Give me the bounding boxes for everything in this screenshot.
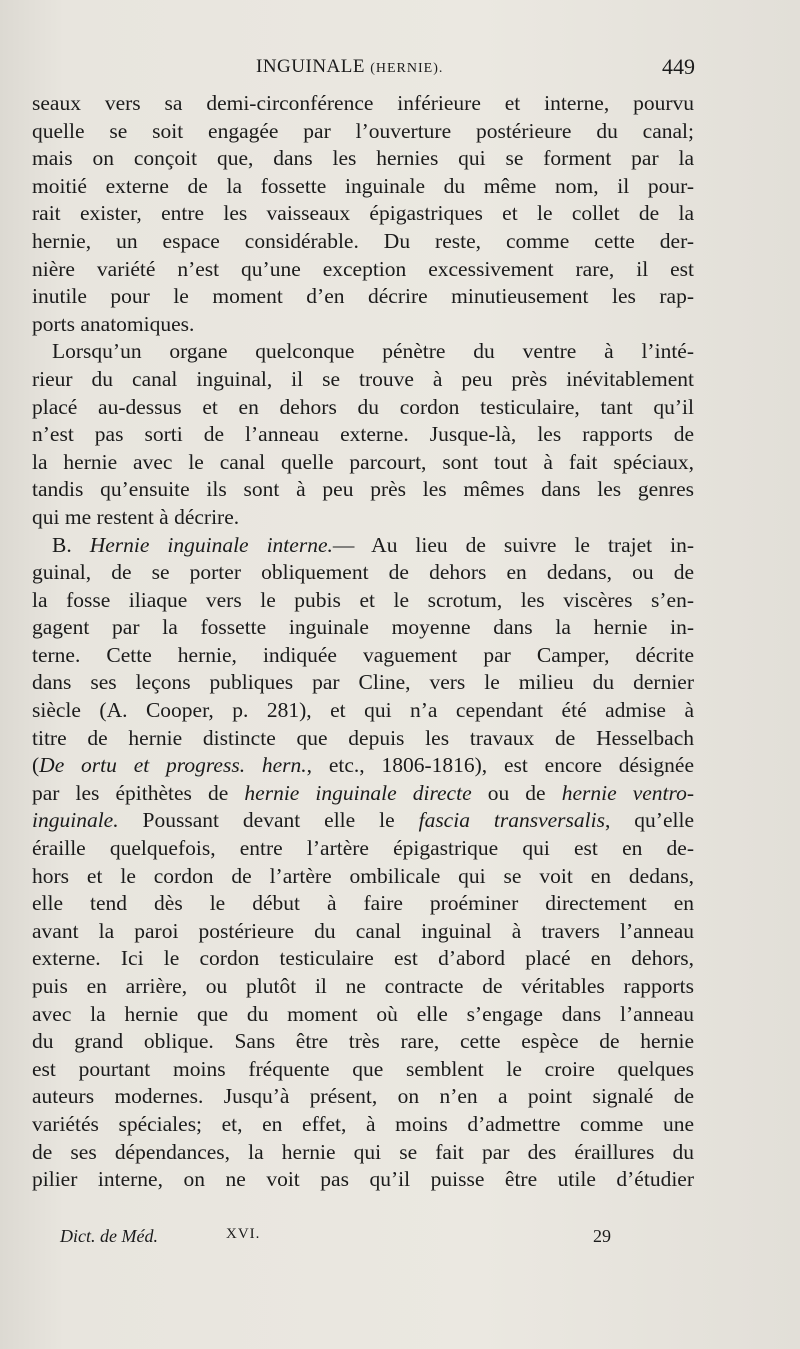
text-fragment: , qu’elle xyxy=(604,808,694,833)
running-title-main: INGUINALE xyxy=(256,56,365,77)
section-heading: Hernie inguinale interne. xyxy=(89,532,333,557)
text-line: elle tend dès le début à faire proéminer directement en xyxy=(32,891,694,916)
text-fragment: , etc., 1806-1816), est encore désignée xyxy=(306,753,694,778)
text-line: variétés spéciales; et, en effet, à moins d’admettre comme une xyxy=(32,1111,694,1136)
text-line: n’est pas sorti de l’anneau externe. Jusque-là, les rapports de xyxy=(32,422,694,447)
text-line: hors et le cordon de l’artère ombilicale qui se voit en dedans, xyxy=(32,863,694,888)
text-line: terne. Cette hernie, indiquée vaguement par Camper, décrite xyxy=(32,642,694,667)
text-line: nière variété n’est qu’une exception excessivement rare, il est xyxy=(32,256,694,281)
text-line: tandis qu’ensuite ils sont à peu près les mêmes dans les genres xyxy=(32,477,694,502)
page-footer xyxy=(60,1226,660,1252)
text-line: Lorsqu’un organe quelconque pénètre du ventre à l’inté- xyxy=(52,339,694,364)
citation-title: De ortu et progress. hern. xyxy=(39,753,307,778)
text-line: puis en arrière, ou plutôt il ne contracte de véritables rapports xyxy=(32,974,694,998)
text-line: seaux vers sa demi-circonférence inférieure et interne, pourvu xyxy=(32,91,694,115)
text-line: guinal, de se porter obliquement de dehors en dedans, ou de xyxy=(32,560,694,585)
italic-term: hernie inguinale directe xyxy=(244,780,472,805)
running-head xyxy=(30,56,695,86)
footer-signature-mark: 29 xyxy=(593,1226,611,1246)
text-line: rait exister, entre les vaisseaux épigastriques et le collet de la xyxy=(32,201,694,226)
text-line xyxy=(32,807,694,835)
footer-volume: XVI. xyxy=(226,1226,261,1242)
text-line: siècle (A. Cooper, p. 281), et qui n’a cependant été admise à xyxy=(32,698,694,723)
text-fragment: ou de xyxy=(471,780,562,805)
text-line: externe. Ici le cordon testiculaire est d’abord placé en dehors, xyxy=(32,946,694,971)
paragraph-1 xyxy=(32,90,694,338)
text-line: placé au-dessus et en dehors du cordon testiculaire, tant qu’il xyxy=(32,394,694,419)
text-line: moitié externe de la fossette inguinale du même nom, il pour- xyxy=(32,173,694,198)
italic-term: hernie ventro- xyxy=(561,780,694,805)
paragraph-2 xyxy=(32,338,694,531)
text-line: mais on conçoit que, dans les hernies qui se forment par la xyxy=(32,146,694,171)
text-line: éraille quelquefois, entre l’artère épigastrique qui est en de- xyxy=(32,836,694,861)
text-fragment: Poussant devant elle le xyxy=(118,808,419,833)
text-line: la fosse iliaque vers le pubis et le scrotum, les viscères s’en- xyxy=(32,587,694,612)
text-line: est pourtant moins fréquente que semblent le croire quelques xyxy=(32,1056,694,1081)
page-number: 449 xyxy=(662,54,695,79)
paragraph-3 xyxy=(32,532,694,1194)
text-line xyxy=(32,780,694,808)
text-line: auteurs modernes. Jusqu’à présent, on n’en a point signalé de xyxy=(32,1084,694,1109)
italic-term: inguinale. xyxy=(32,808,119,833)
text-line: qui me restent à décrire. xyxy=(32,504,240,529)
text-line: avec la hernie que du moment où elle s’engage dans l’anneau xyxy=(32,1001,694,1026)
text-line: du grand oblique. Sans être très rare, cette espèce de hernie xyxy=(32,1029,694,1054)
section-letter: B. xyxy=(52,532,90,557)
text-line: dans ses leçons publiques par Cline, vers le milieu du dernier xyxy=(32,670,694,695)
text-line: inutile pour le moment d’en décrire minutieusement les rap- xyxy=(32,284,694,309)
text-line: ports anatomiques. xyxy=(32,311,195,336)
text-fragment: — Au lieu de suivre le trajet in- xyxy=(332,532,694,557)
text-line: la hernie avec le canal quelle parcourt, sont tout à fait spéciaux, xyxy=(32,449,694,474)
running-title xyxy=(256,56,443,78)
italic-term: fascia transversalis xyxy=(418,808,605,833)
text-line: de ses dépendances, la hernie qui se fait par des éraillures du xyxy=(32,1139,694,1164)
text-line xyxy=(32,532,694,560)
text-line: rieur du canal inguinal, il se trouve à peu près inévitablement xyxy=(32,366,694,391)
text-line: titre de hernie distincte que depuis les travaux de Hesselbach xyxy=(32,725,694,750)
body-text xyxy=(32,90,694,1194)
running-title-paren: (HERNIE). xyxy=(370,61,444,76)
text-fragment: ( xyxy=(32,753,40,778)
text-line: quelle se soit engagée par l’ouverture postérieure du canal; xyxy=(32,118,694,143)
text-line: hernie, un espace considérable. Du reste, comme cette der- xyxy=(32,228,694,253)
text-line: avant la paroi postérieure du canal inguinal à travers l’anneau xyxy=(32,918,694,943)
text-line: gagent par la fossette inguinale moyenne dans la hernie in- xyxy=(32,615,694,640)
footer-work-title: Dict. de Méd. xyxy=(60,1226,158,1246)
text-fragment: par les épithètes de xyxy=(32,780,245,805)
text-line: pilier interne, on ne voit pas qu’il puisse être utile d’étudier xyxy=(32,1167,694,1192)
text-line xyxy=(32,752,694,780)
